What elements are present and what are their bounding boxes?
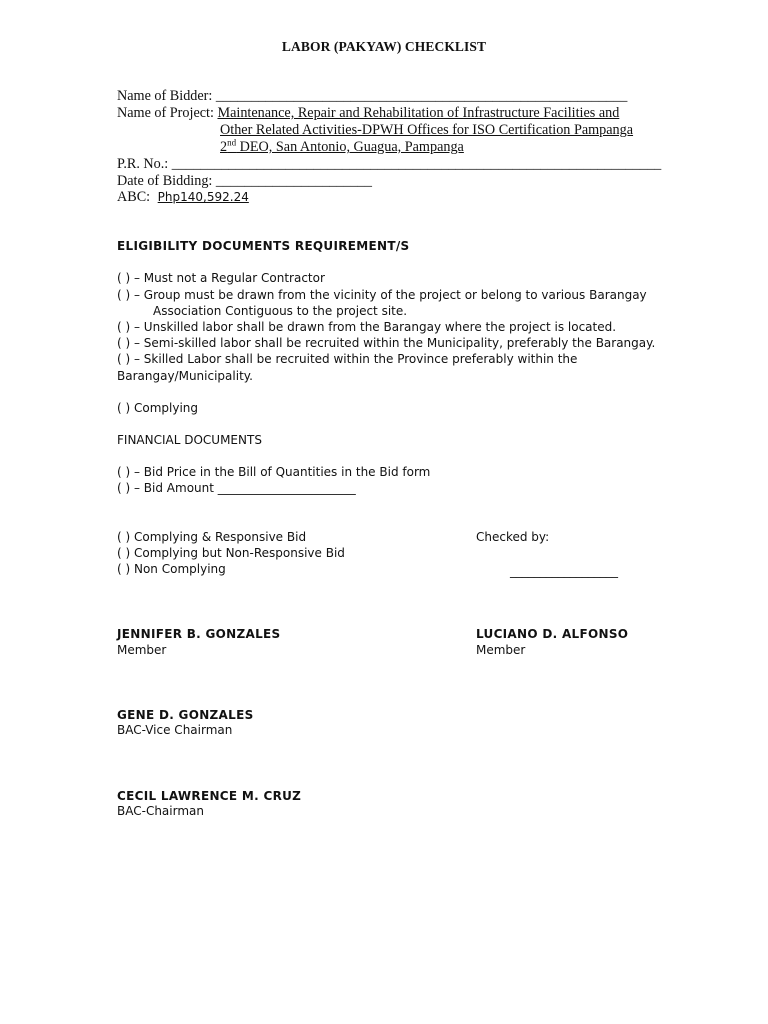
project-location: DEO, San Antonio, Guagua, Pampanga: [236, 139, 464, 155]
abc-label: ABC:: [117, 189, 151, 205]
eligibility-item: ( ) – Semi-skilled labor shall be recruited within the Municipality, preferably the Barangay.: [117, 336, 656, 350]
project-deo-suffix: nd: [227, 137, 237, 148]
signatory-role: BAC-Chairman: [117, 804, 204, 818]
signatory-name: JENNIFER B. GONZALES: [117, 627, 281, 641]
signatory-name: CECIL LAWRENCE M. CRUZ: [117, 789, 302, 803]
checked-by-signature-line: __________________: [510, 564, 618, 578]
eligibility-heading: ELIGIBILITY DOCUMENTS REQUIREMENT/S: [117, 239, 410, 253]
eligibility-complying: ( ) Complying: [117, 401, 199, 415]
eligibility-item: ( ) – Unskilled labor shall be drawn from the Barangay where the project is located.: [117, 320, 617, 334]
financial-item: ( ) – Bid Price in the Bill of Quantities in the Bid form: [117, 465, 431, 479]
signatory-role: BAC-Vice Chairman: [117, 723, 233, 737]
pr-label: P.R. No.:: [117, 156, 172, 172]
signatory-name: LUCIANO D. ALFONSO: [476, 627, 629, 641]
abc-line: [117, 189, 249, 206]
eligibility-item-continuation: Barangay/Municipality.: [117, 369, 253, 383]
bidder-blank: __________________________________________________________: [215, 88, 628, 104]
signatory-role: Member: [117, 643, 167, 657]
date-label: Date of Bidding:: [117, 173, 216, 189]
pr-line: [117, 156, 661, 173]
result-option: ( ) Complying & Responsive Bid: [117, 530, 307, 544]
document-title: LABOR (PAKYAW) CHECKLIST: [281, 39, 487, 54]
signatory-role: Member: [476, 643, 526, 657]
project-name-line3: [220, 139, 464, 156]
eligibility-item-continuation: Association Contiguous to the project site.: [153, 304, 408, 318]
project-line: [117, 105, 619, 122]
pr-blank: _____________________________________________________________________: [171, 156, 662, 172]
eligibility-item: ( ) – Skilled Labor shall be recruited within the Province preferably within the: [117, 352, 578, 366]
financial-heading: FINANCIAL DOCUMENTS: [117, 433, 262, 447]
project-label: Name of Project:: [117, 105, 218, 121]
result-option: ( ) Complying but Non-Responsive Bid: [117, 546, 345, 560]
eligibility-item: ( ) – Must not a Regular Contractor: [117, 271, 325, 285]
signatory-name: GENE D. GONZALES: [117, 708, 254, 722]
financial-item: ( ) – Bid Amount _______________________: [117, 481, 356, 495]
abc-value: Php140,592.24: [157, 190, 249, 204]
bidder-line: [117, 88, 627, 105]
date-line: [117, 173, 372, 190]
result-option: ( ) Non Complying: [117, 562, 226, 576]
eligibility-item: ( ) – Group must be drawn from the vicinity of the project or belong to various Barangay: [117, 288, 647, 302]
project-name-line2: Other Related Activities-DPWH Offices for ISO Certification Pampanga: [220, 122, 634, 138]
checked-by-label: Checked by:: [476, 530, 550, 544]
date-blank: ______________________: [215, 173, 372, 189]
bidder-label: Name of Bidder:: [117, 88, 216, 104]
project-name-line1: Maintenance, Repair and Rehabilitation of Infrastructure Facilities and: [217, 105, 620, 121]
project-deo-number: 2: [220, 139, 228, 155]
